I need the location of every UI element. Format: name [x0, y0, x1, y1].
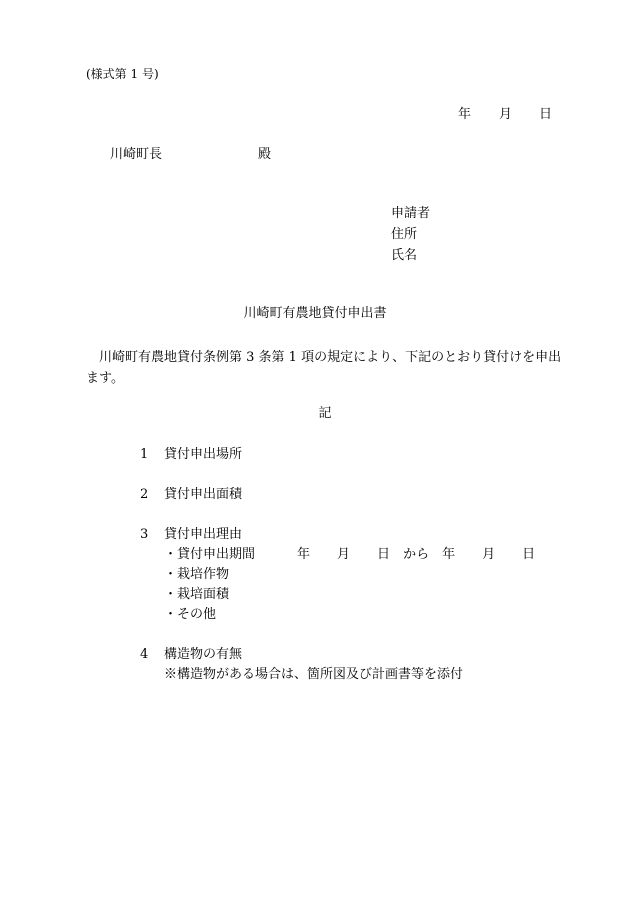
date-day: 日 [539, 107, 553, 122]
item-label-2: 貸付申出面積 [164, 487, 243, 502]
structure-note: ※構造物がある場合は、箇所図及び計画書等を添付 [164, 667, 464, 682]
applicant-heading: 申請者 [391, 206, 431, 221]
item-number-3: 3 [140, 527, 149, 542]
form-number: (様式第 1 号) [86, 67, 159, 81]
body-paragraph: 川崎町有農地貸付条例第 3 条第 1 項の規定により、下記のとおり貸付けを申出ます。 [86, 350, 562, 386]
area-line: ・栽培面積 [164, 587, 230, 602]
period-day-2: 日 [522, 547, 536, 562]
period-year-2: 年 [442, 547, 456, 562]
date-line [458, 108, 552, 121]
date-year: 年 [458, 107, 472, 122]
period-label: ・貸付申出期間 [164, 547, 256, 562]
crop-line: ・栽培作物 [164, 567, 230, 582]
item-number-4: 4 [140, 647, 149, 662]
period-from: から [403, 547, 430, 562]
period-month-1: 月 [337, 547, 351, 562]
ki-heading: 記 [318, 406, 332, 421]
other-line: ・その他 [164, 607, 217, 622]
addressee: 川崎町長 [110, 147, 163, 162]
date-month: 月 [499, 107, 513, 122]
document-title: 川崎町有農地貸付申出書 [243, 306, 387, 321]
applicant-block [391, 207, 430, 270]
period-year-1: 年 [297, 547, 311, 562]
item-label-1: 貸付申出場所 [164, 447, 243, 462]
period-month-2: 月 [482, 547, 496, 562]
applicant-address-label: 住所 [391, 227, 418, 242]
item-number-1: 1 [140, 447, 149, 462]
applicant-name-label: 氏名 [391, 248, 418, 263]
item-label-4: 構造物の有無 [164, 647, 243, 662]
period-line [164, 548, 535, 561]
honorific: 殿 [258, 147, 272, 162]
item-number-2: 2 [140, 487, 149, 502]
item-label-3: 貸付申出理由 [164, 527, 243, 542]
period-day-1: 日 [377, 547, 391, 562]
